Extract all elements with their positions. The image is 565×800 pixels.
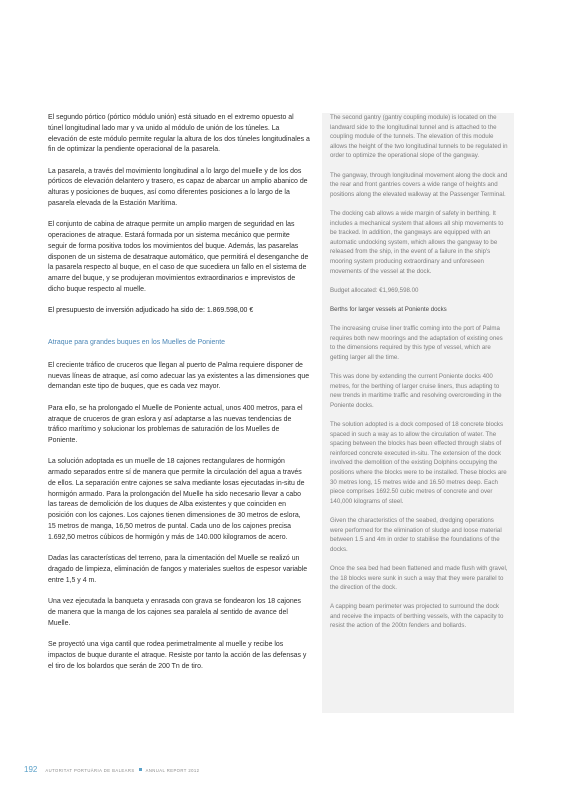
en-budget-line: Budget allocated: €1,969,598.00 (330, 286, 419, 294)
es-paragraph: La solución adoptada es un muelle de 18 cajones rectangulares de hormigón armado separados entre sí de manera que permite la circulación del agua a través de ellos. La separación entre cajones se salva mediante losas ejecutadas in-situ de hormigón armado. Para la prolongación del Muelle ha sido necesario llevar a cabo las tareas de demolición de los duques de Alba existentes y que coinciden en posición con los cajones. Los cajones tienen dimensiones de 30 metros de eslora, 15 metros de manga, 16,50 metros de puntal. Cada uno de los cajones precisa 1.692,50 metros cúbicos de hormigón y más de 140.000 kilogramos de acero. (48, 458, 305, 541)
en-paragraph: The solution adopted is a dock composed of 18 concrete blocks spaced in such a way as to allow the circulation of water. The spacing between the blocks has been effected through slabs of reinforced concrete executed in-situ. The extension of the dock involved the demolition of the existing Dolphins occupying the positions where the blocks were to be installed. These blocks are 30 metres long, 15 metres wide and 16.50 metres deep. Each piece comprises 1692.50 cubic metres of concrete and over 140,000 kilograms of steel. (330, 421, 507, 505)
es-paragraph: Para ello, se ha prolongado el Muelle de Poniente actual, unos 400 metros, para el atraque de cruceros de gran eslora y así adaptarse a las nuevas tendencias de tráfico marítimo y solucionar los problemas de saturación de los Muelles de Poniente. (48, 404, 303, 444)
es-budget-line: El presupuesto de inversión adjudicado ha sido de: 1.869.598,00 € (48, 307, 254, 315)
es-section-heading: Atraque para grandes buques en los Muelles de Poniente (48, 339, 226, 347)
en-paragraph: The docking cab allows a wide margin of safety in berthing. It includes a mechanical system that allows all ship movements to be tracked. In addition, the gangways are equipped with an automatic undocking system, which allows the gangway to be released from the ship, in the event of a failure in the ship's mooring system producing extraordinary and unforeseen movements of the vessel at the dock. (330, 209, 504, 275)
es-paragraph: Se proyectó una viga cantil que rodea perimetralmente al muelle y recibe los impactos de buque durante el atraque. Resiste por tanto la acción de las defensas y el tiro de los bolardos que serán de 200 Tn de tiro. (48, 641, 307, 670)
en-paragraph: This was done by extending the current Poniente docks 400 metres, for the berthing of larger cruise liners, thus adapting to new trends in maritime traffic and resolving overcrowding in the Poniente docks. (330, 373, 502, 409)
english-column (330, 113, 508, 641)
es-paragraph: La pasarela, a través del movimiento longitudinal a lo largo del muelle y de los dos pórticos de elevación delantero y trasero, es capaz de abarcar un amplio abanico de alturas y posiciones de buques, así como diferentes posiciones a lo largo de la pasarela elevada de la Estación Marítima. (48, 167, 308, 207)
es-paragraph: Dadas las características del terreno, para la cimentación del Muelle se realizó un dragado de limpieza, eliminación de fangos y materiales sueltos de espesor variable entre 1,5 y 4 m. (48, 555, 308, 584)
es-paragraph: El segundo pórtico (pórtico módulo unión) está situado en el extremo opuesto al túnel longitudinal lado mar y va unido al módulo de unión de los túneles. La elevación de este módulo permite regular la altura de los dos túneles longitudinales a fin de optimizar la pendiente operacional de la pasarela. (48, 114, 310, 154)
en-paragraph: The gangway, through longitudinal movement along the dock and the rear and front gantries covers a wide range of heights and positions along the elevated walkway at the Passenger Terminal. (330, 171, 508, 198)
en-paragraph: Once the sea bed had been flattened and made flush with gravel, the 18 blocks were sunk in such a way that they were parallel to the direction of the dock. (330, 564, 508, 592)
page-number: 192 (24, 765, 38, 774)
footer-report-title: ANNUAL REPORT 2012 (145, 768, 200, 773)
footer-organization: AUTORITAT PORTUÀRIA DE BALEARS (45, 768, 135, 773)
en-section-heading: Berths for larger vessels at Poniente docks (330, 305, 447, 313)
es-paragraph: El conjunto de cabina de atraque permite un amplio margen de seguridad en las operaciones de atraque. Estará formada por un sistema mecánico que permite seguir de forma positiva todos los movimientos del buque. Además, las pasarelas disponen de un sistema de desatraque automático, que permitirá el desenganche de la pasarela respecto al buque, en el caso de que sucediera un fallo en el sistema de amarre del buque, y se produjeran movimientos extraordinarios e imprevistos de dicho buque respecto al muelle. (48, 221, 309, 293)
en-paragraph: The increasing cruise liner traffic coming into the port of Palma requires both new moorings and the adaptation of existing ones to the dimensions required by this type of vessel, which are getting larger all the time. (330, 325, 503, 361)
en-paragraph: A capping beam perimeter was projected to surround the dock and receive the impacts of berthing vessels, with the capacity to resist the action of the 200tn fenders and bollards. (330, 603, 504, 630)
footer-separator-square-icon (139, 768, 142, 771)
en-paragraph: The second gantry (gantry coupling module) is located on the landward side to the longitudinal tunnel and is attached to the coupling module of the tunnels. The elevation of this module allows the height of the two longitudinal tunnels to be regulated in order to optimize the operational slope of the gangway. (330, 114, 508, 160)
es-paragraph: El creciente tráfico de cruceros que llegan al puerto de Palma requiere disponer de nuevas líneas de atraque, así como adecuar las ya existentes a las dimensiones que demandan este tipo de buques, que es cada vez mayor. (48, 361, 310, 391)
en-paragraph: Given the characteristics of the seabed, dredging operations were performed for the elimination of sludge and loose material between 1.5 and 4m in order to stabilise the foundations of the docks. (330, 516, 502, 553)
es-paragraph: Una vez ejecutada la banqueta y enrasada con grava se fondearon los 18 cajones de manera que la manga de los cajones sea paralela al sentido de avance del Muelle. (48, 598, 302, 627)
spanish-column (48, 113, 310, 683)
page-footer (24, 765, 199, 775)
